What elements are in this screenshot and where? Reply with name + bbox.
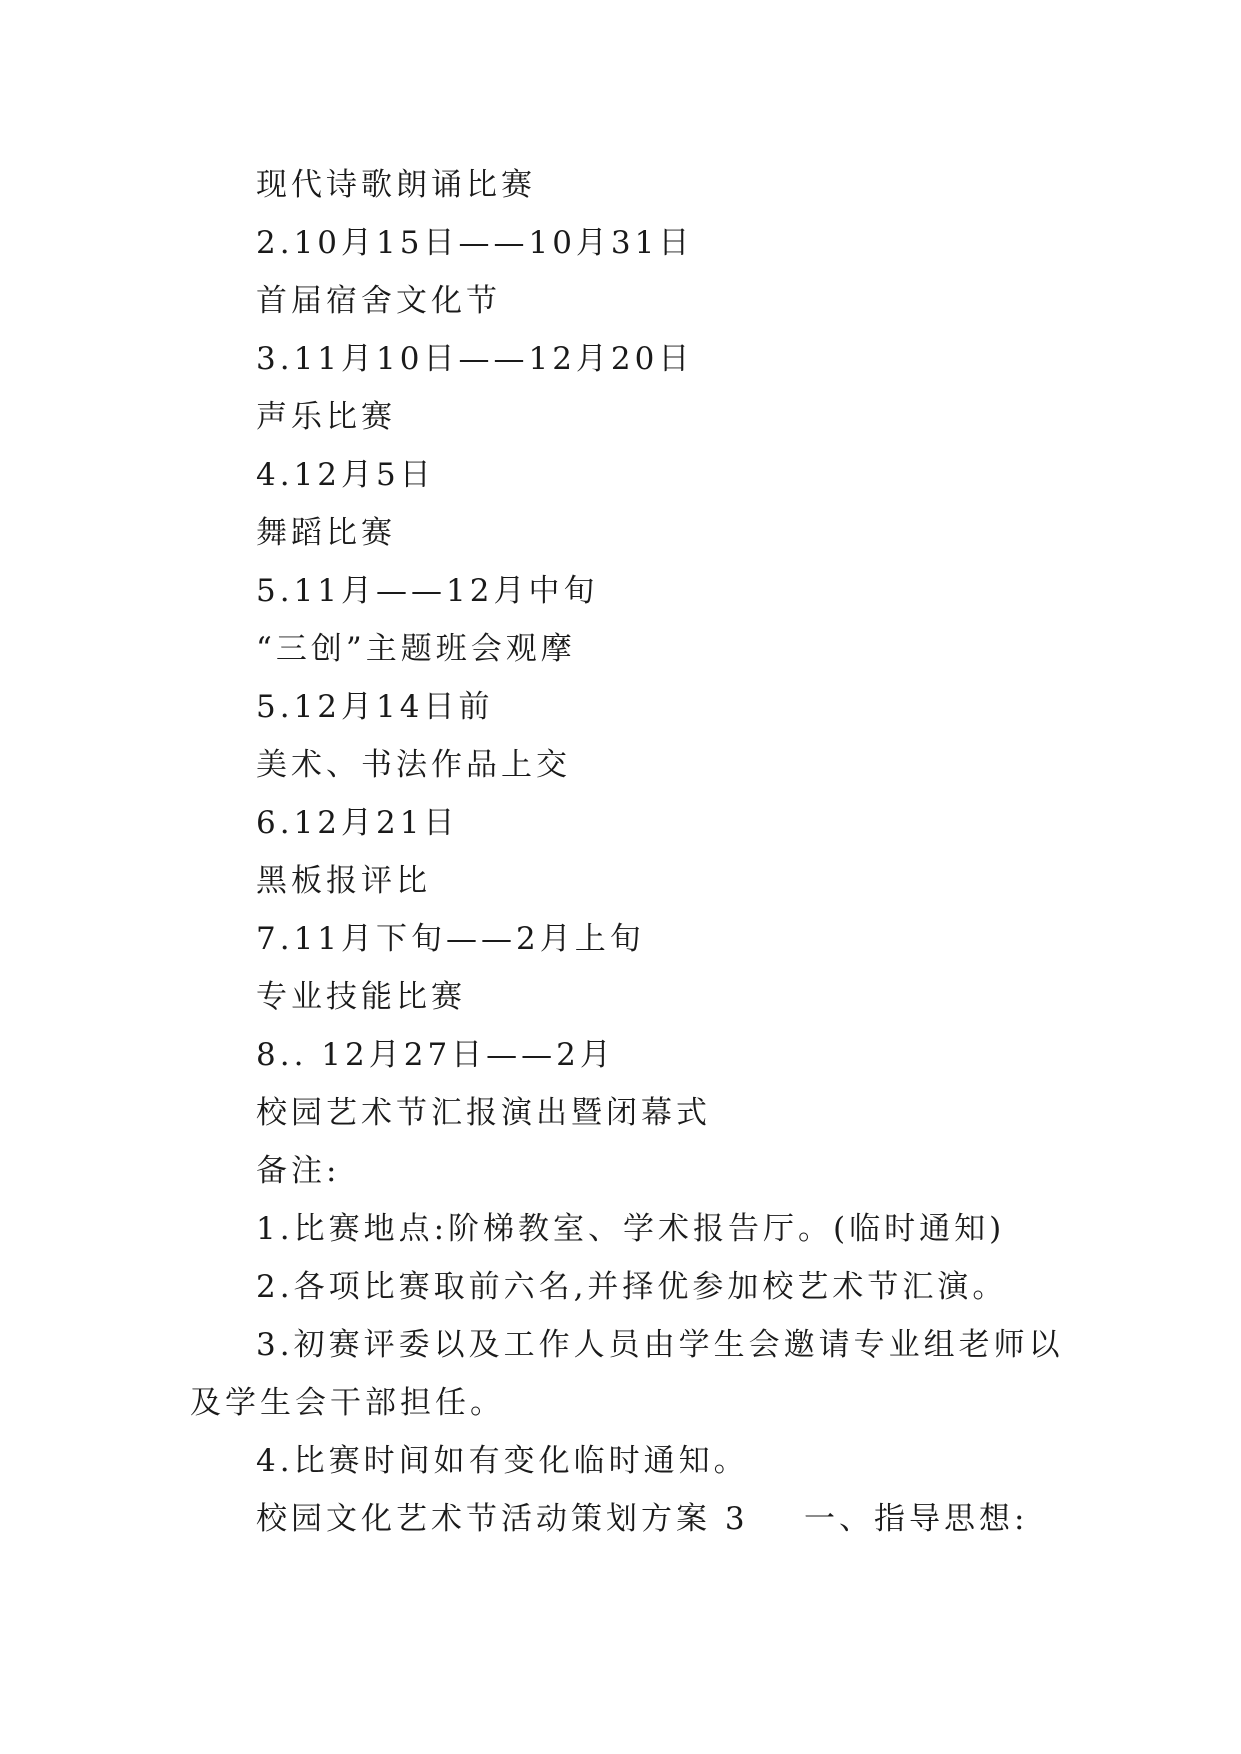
schedule-line: 5.12月14日前 [256,689,494,725]
schedule-line: 7.11月下旬——2月上旬 [256,921,645,957]
schedule-line: 8.. 12月27日——2月 [256,1037,615,1073]
schedule-line: “三创”主题班会观摩 [256,631,576,667]
schedule-line: 4.12月5日 [256,457,435,493]
schedule-line: 5.11月——12月中旬 [256,573,599,609]
schedule-line: 首届宿舍文化节 [256,283,501,319]
schedule-line: 3.11月10日——12月20日 [256,341,694,377]
note-item: 3.初赛评委以及工作人员由学生会邀请专业组老师以 [256,1327,1064,1363]
schedule-line: 美术、书法作品上交 [256,747,571,783]
schedule-line: 6.12月21日 [256,805,459,841]
note-item: 1.比赛地点:阶梯教室、学术报告厅。(临时通知) [256,1211,1006,1247]
schedule-line: 专业技能比赛 [256,979,466,1015]
schedule-line: 黑板报评比 [256,863,431,899]
note-item: 2.各项比赛取前六名,并择优参加校艺术节汇演。 [256,1269,1008,1305]
schedule-line: 声乐比赛 [256,399,396,435]
note-item-continuation: 及学生会干部担任。 [190,1385,505,1421]
schedule-line: 舞蹈比赛 [256,515,396,551]
next-section-heading: 校园文化艺术节活动策划方案 3 一、指导思想: [256,1501,1029,1537]
schedule-line: 校园艺术节汇报演出暨闭幕式 [256,1095,711,1131]
note-item: 4.比赛时间如有变化临时通知。 [256,1443,749,1479]
schedule-line: 2.10月15日——10月31日 [256,225,694,261]
notes-heading: 备注: [256,1153,341,1189]
schedule-line: 现代诗歌朗诵比赛 [256,167,536,203]
